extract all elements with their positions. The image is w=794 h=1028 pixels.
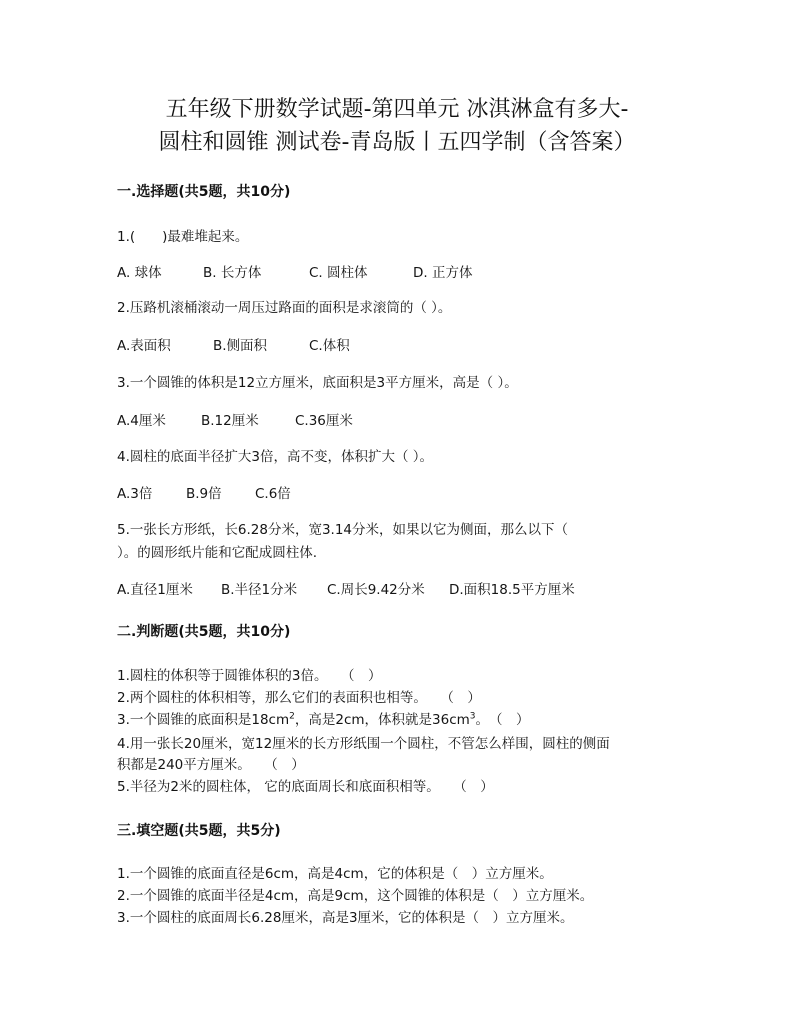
question-2-2: 2.两个圆柱的体积相等，那么它们的表面积也相等。 （ ） — [117, 690, 481, 706]
option-b: B.9倍 — [186, 486, 222, 502]
section-2-heading: 二.判断题(共5题，共10分) — [117, 624, 291, 640]
question-3-2: 2.一个圆锥的底面半径是4cm，高是9cm，这个圆锥的体积是（ ）立方厘米。 — [117, 888, 594, 904]
section-1-heading: 一.选择题(共5题，共10分) — [117, 184, 291, 200]
question-3-3: 3.一个圆柱的底面周长6.28厘米，高是3厘米，它的体积是（ ）立方厘米。 — [117, 910, 574, 926]
title-line-1: 五年级下册数学试题-第四单元 冰淇淋盒有多大- — [165, 97, 629, 122]
question-1-1: 1.( )最难堆起来。 — [117, 229, 249, 245]
question-2-1: 1.圆柱的体积等于圆锥体积的3倍。 （ ） — [117, 668, 382, 684]
question-2-3: 3.一个圆锥的底面积是$18cm^2$，高是2cm，体积就是$36cm^3$。 （ ） — [117, 711, 530, 728]
question-1-4-options — [117, 482, 291, 502]
question-2-5: 5.半径为2米的圆柱体， 它的底面周长和底面积相等。 （ ） — [117, 779, 494, 795]
question-2-4-line-2: 积都是240平方厘米。 （ ） — [117, 757, 305, 773]
question-1-3: 3.一个圆锥的体积是12立方厘米，底面积是3平方厘米，高是（ ）。 — [117, 375, 518, 391]
question-1-5-line-2: ）。的圆形纸片能和它配成圆柱体. — [117, 545, 318, 561]
option-a: A. 球体 — [117, 265, 162, 281]
section-3-heading: 三.填空题(共5题，共5分) — [117, 823, 281, 839]
option-c: C. 圆柱体 — [309, 265, 368, 281]
question-1-2: 2.压路机滚桶滚动一周压过路面的面积是求滚筒的（ ）。 — [117, 300, 452, 316]
option-a: A.4厘米 — [117, 413, 166, 429]
title-line-2: 圆柱和圆锥 测试卷-青岛版丨五四学制（含答案） — [158, 130, 636, 155]
question-2-4-line-1: 4.用一张长20厘米，宽12厘米的长方形纸围一个圆柱，不管怎么样围，圆柱的侧面 — [117, 736, 610, 752]
question-1-5-options — [117, 578, 575, 598]
option-d: D. 正方体 — [413, 265, 473, 281]
question-3-1: 1.一个圆锥的底面直径是6cm，高是4cm，它的体积是（ ）立方厘米。 — [117, 866, 553, 882]
option-a: A.表面积 — [117, 338, 171, 354]
option-c: C.36厘米 — [295, 413, 353, 429]
question-1-3-options — [117, 409, 353, 429]
option-c: C.6倍 — [255, 486, 291, 502]
question-1-2-options — [117, 334, 350, 354]
question-1-4: 4.圆柱的底面半径扩大3倍，高不变，体积扩大（ ）。 — [117, 449, 434, 465]
option-c: C.周长9.42分米 — [327, 582, 425, 598]
option-d: D.面积18.5平方厘米 — [449, 582, 575, 598]
option-a: A.直径1厘米 — [117, 582, 193, 598]
option-b: B.半径1分米 — [221, 582, 298, 598]
question-1-5-line-1: 5.一张长方形纸，长6.28分米，宽3.14分米，如果以它为侧面，那么以下（ — [117, 522, 568, 538]
question-1-1-options — [117, 261, 472, 281]
option-b: B.12厘米 — [201, 413, 259, 429]
option-a: A.3倍 — [117, 486, 153, 502]
option-b: B. 长方体 — [203, 265, 262, 281]
option-b: B.侧面积 — [213, 338, 268, 354]
option-c: C.体积 — [309, 338, 350, 354]
